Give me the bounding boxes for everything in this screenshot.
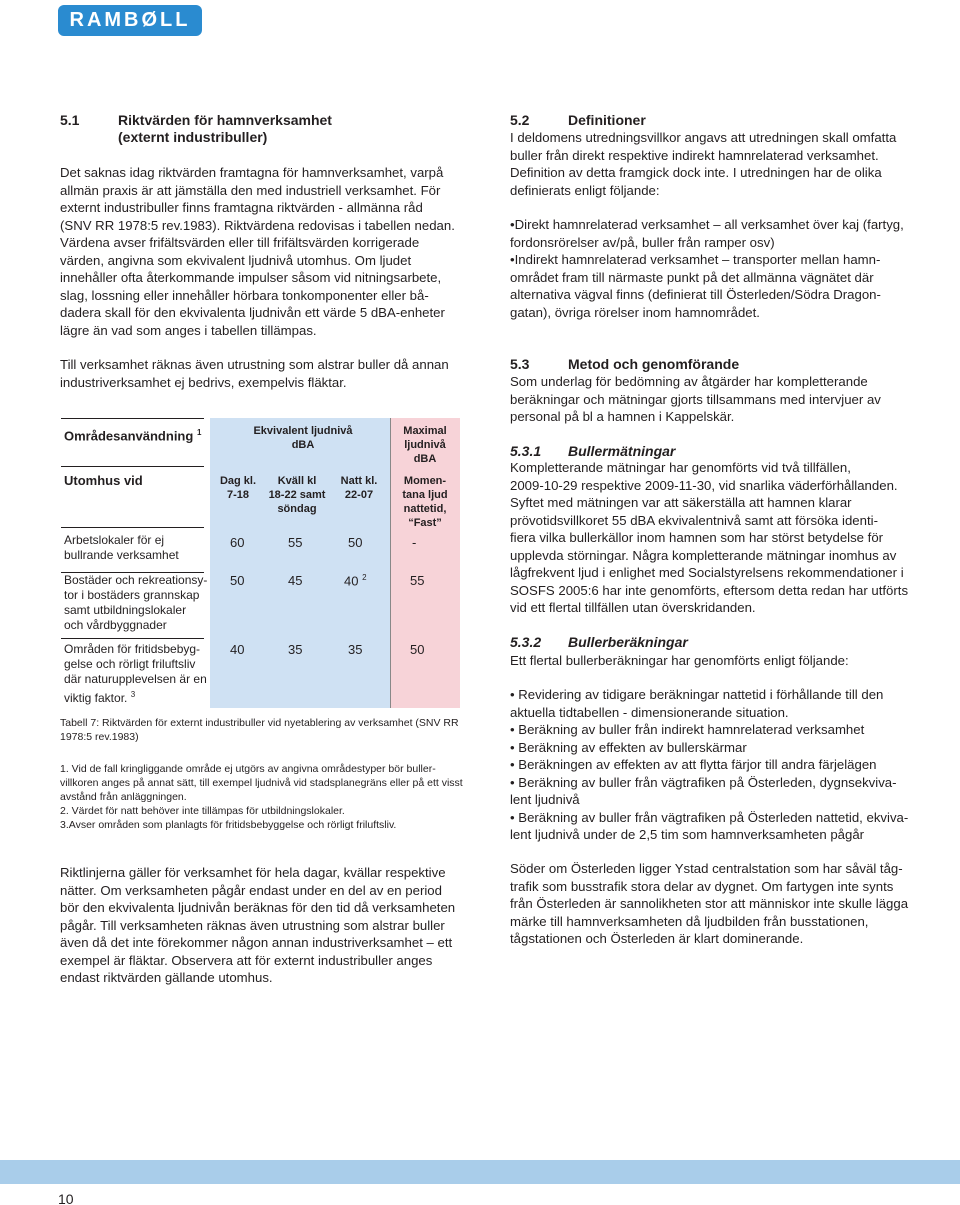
table-rule: [61, 638, 204, 639]
equipment-paragraph: Till verksamhet räknas även utrustning som alstrar buller då annan industriverksamhet ej bedrivs, exempelvis fläktar.: [60, 357, 449, 390]
section-5-3-title: Metod och genomförande: [568, 356, 740, 372]
equivalent-level-column-bg: [210, 418, 390, 708]
row1-day-value: 60: [230, 535, 245, 550]
table-rule: [61, 466, 204, 467]
table-rule-top: [61, 418, 204, 419]
row2-evening-value: 45: [288, 573, 303, 588]
section-5-3-number: 5.3: [510, 356, 530, 372]
ramboll-logo: RAMBØLL: [58, 5, 202, 36]
evening-header: Kväll kl 18-22 samt söndag: [268, 475, 326, 515]
row3-max-value: 50: [410, 642, 425, 657]
table-row-label: Områden för fritidsbebyg- gelse och rörligt friluftsliv där naturupplevelsen är en viktig faktor. $^3$: [64, 642, 207, 705]
section-5-3-2-title: Bullerberäkningar: [568, 634, 688, 650]
max-level-header: Maximal ljudnivå dBA: [403, 425, 447, 465]
section-5-2-title: Definitioner: [568, 112, 646, 128]
closing-paragraph: Söder om Österleden ligger Ystad centralstation som har såväl tåg- trafik som busstrafik stora delar av dygnet. Om fartygen inte synts från Österleden är sannolikheten stor att människor inte skulle lägga märke till hamnverksamheten då ljudbilden från busstationen, tågstationen och Österleden är klart dominerande.: [510, 861, 909, 946]
row2-max-value: 55: [410, 573, 425, 588]
section-5-1-title: Riktvärden för hamnverksamhet (externt industribuller): [118, 112, 332, 145]
row1-max-value: -: [412, 535, 417, 550]
page-number: 10: [58, 1191, 74, 1205]
calculations-intro: Ett flertal bullerberäkningar har genomförts enligt följande:: [510, 653, 849, 668]
equivalent-level-header: Ekvivalent ljudnivå dBA: [253, 425, 353, 451]
row2-day-value: 50: [230, 573, 245, 588]
moment-header: Momen- tana ljud nattetid, “Fast”: [402, 475, 448, 529]
table-caption: Tabell 7: Riktvärden för externt industribuller vid nyetablering av verksamhet (SNV RR 1978:5 rev.1983): [60, 717, 459, 743]
definitions-paragraph: I deldomens utredningsvillkor angavs att utredningen skall omfatta buller från direkt respektive indirekt hamnrelaterad verksamhet. Definition av detta framgick dock inte. I utredningen har de olika definierats enligt följande:: [510, 130, 897, 198]
area-use-header: Områdesanvändning $^1$: [64, 428, 202, 444]
table-footnotes: 1. Vid de fall kringliggande område ej utgörs av angivna områdestyper bör buller- villkoren anges på annat sätt, till exempel ljudnivå vid stadsplanegräns eller på ett visst avstånd från anläggningen. 2. Värdet för natt behöver inte tillämpas för utbildningslokaler. 3.Avser områden som planlagts för fritidsbebyggelse och rörligt friluftsliv.: [60, 763, 463, 831]
table-row-label: Arbetslokaler för ej bullrande verksamhet: [64, 533, 179, 562]
night-header: Natt kl. 22-07: [340, 475, 378, 501]
table-rule: [61, 527, 204, 528]
measurements-paragraph: Kompletterande mätningar har genomförts vid två tillfällen, 2009-10-29 respektive 2009-11-30, vid snarlika väderförhållanden. Syftet med mätningen var att säkerställa att hamnen klarar prövotidsvillkoret 55 dBA ekvivalentnivå samt att försöka identi- fiera vilka bullerkällor inom hamnen som har störst betydelse för upplevda störningar. Några kompletterande mätningar inomhus av lågfrekvent ljud i enlighet med Socialstyrelsens rekommendationer i SOSFS 2005:6 har inte genomförts, eftersom detta redan har utförts vid ett flertal tillfällen utan överskridanden.: [510, 460, 909, 615]
calculations-list: • Revidering av tidigare beräkningar nattetid i förhållande till den aktuella tidtabellen - dimensionerande situation. • Beräkning av buller från indirekt hamnrelaterad verksamhet • Beräkning av effekten av bullerskärmar • Beräkningen av effekten av att flytta färjor till andra färjelägen • Beräkning av buller från vägtrafiken på Österleden, dygnsekviva- lent ljudnivå • Beräkning av buller från vägtrafiken på Österleden nattetid, ekviva- lent ljudnivå under de 2,5 tim som hamnverksamheten pågår: [510, 687, 909, 842]
section-5-3-1-number: 5.3.1: [510, 443, 542, 459]
row3-night-value: 35: [348, 642, 363, 657]
outdoor-header: Utomhus vid: [64, 473, 143, 488]
row1-evening-value: 55: [288, 535, 303, 550]
method-paragraph: Som underlag för bedömning av åtgärder har kompletterande beräkningar och mätningar gjorts tillsammans med intervjuer av personal på bl a hamnen i Kappelskär.: [510, 374, 881, 424]
column-divider: [390, 418, 391, 708]
section-5-1-number: 5.1: [60, 112, 80, 128]
row1-night-value: 50: [348, 535, 363, 550]
footer-bar: [0, 1160, 960, 1184]
row2-night-value: 40 $^2$: [344, 573, 367, 589]
intro-paragraph: Det saknas idag riktvärden framtagna för hamnverksamhet, varpå allmän praxis är att jämställa den med industriell verksamhet. För externt industribuller finns framtagna riktvärden - allmänna råd (SNV RR 1978:5 rev.1983). Riktvärdena redovisas i tabellen nedan. Värdena avser frifältsvärden eller till frifältsvärden korrigerade värden, angivna som ekvivalent ljudnivå utomhus. Om ljudet innehåller ofta återkommande impulser såsom vid nitningsarbete, slag, lossning eller innehåller hörbara tonkomponenter eller bå- dadera skall för den ekvivalenta ljudnivån ett värde 5 dBA-enheter lägre än vad som anges i tabellen tillämpas.: [60, 165, 455, 338]
definitions-list: •Direkt hamnrelaterad verksamhet – all verksamhet över kaj (fartyg, fordonsrörelser av/på, buller från ramper osv) •Indirekt hamnrelaterad verksamhet – transporter mellan hamn- området fram till närmaste punkt på det allmänna vägnätet där alternativa vägval finns (definierat till Österleden/Södra Dragon- gatan), övriga rörelser inom hamnområdet.: [510, 217, 904, 320]
row3-day-value: 40: [230, 642, 245, 657]
row3-evening-value: 35: [288, 642, 303, 657]
section-5-3-2-number: 5.3.2: [510, 634, 542, 650]
section-5-2-number: 5.2: [510, 112, 530, 128]
section-5-3-1-title: Bullermätningar: [568, 443, 676, 459]
day-header: Dag kl. 7-18: [219, 475, 257, 501]
guidelines-paragraph: Riktlinjerna gäller för verksamhet för hela dagar, kvällar respektive nätter. Om verksamheten pågår endast under en del av en period bör den ekvivalenta ljudnivån beräknas för den tid då verksamheten pågår. Till verksamheten räknas även utrustning som alstrar buller även då det inte förekommer någon annan industriverksamhet – ett exempel är fläktar. Observera att för externt industribuller anges endast riktvärden gällande utomhus.: [60, 865, 456, 985]
table-row-label: Bostäder och rekreationsy- tor i bostäders grannskap samt utbildningslokaler och vårdbyggnader: [64, 573, 208, 632]
